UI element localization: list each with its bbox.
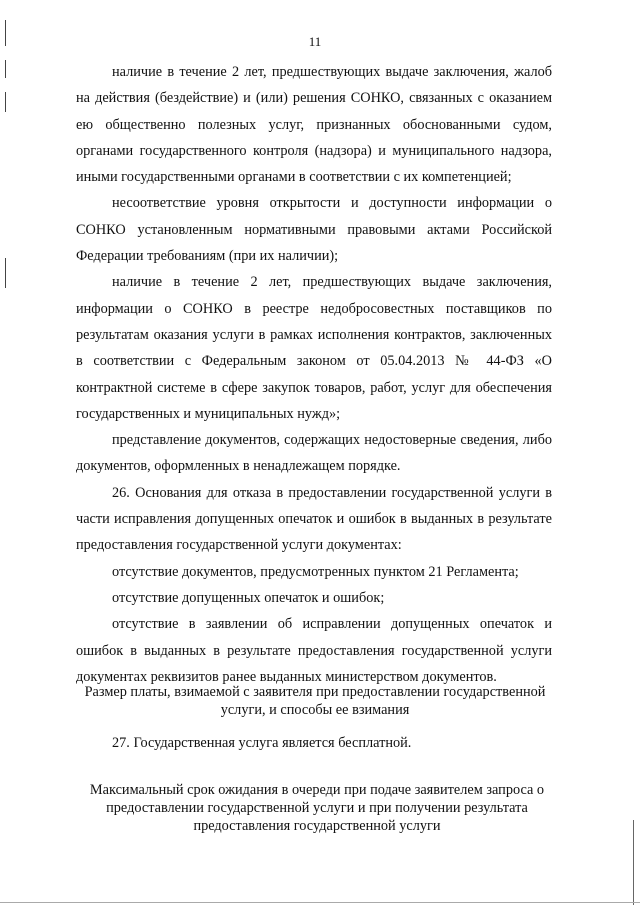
paragraph: отсутствие документов, предусмотренных пунктом 21 Регламента; xyxy=(112,563,519,580)
paragraph: представление документов, содержащих недостоверные сведения, либо документов, оформленных в ненадлежащем порядке. xyxy=(76,432,552,475)
paragraph-26: 26. Основания для отказа в предоставлении государственной услуги в части исправления допущенных опечаток и ошибок в выданных в результате предоставления государственной услуги документах: xyxy=(76,484,552,554)
paragraph: отсутствие в заявлении об исправлении допущенных опечаток и ошибок в выданных в результате предоставления государственной услуги документах реквизитов ранее выданных министерством документов. xyxy=(76,616,552,685)
paragraph-27: 27. Государственная услуга является бесплатной. xyxy=(112,735,412,751)
scan-edge-line xyxy=(633,820,634,905)
scan-edge-line xyxy=(0,902,640,903)
margin-mark xyxy=(5,92,6,112)
section-heading-fee: Размер платы, взимаемой с заявителя при предоставлении государственной услуги, и способы ее взимания xyxy=(84,684,546,718)
paragraph: наличие в течение 2 лет, предшествующих выдаче заключения, жалоб на действия (бездействие) и (или) решения СОНКО, связанных с оказанием ею общественно полезных услуг, признанных обоснованными судом, органами государственного контроля (надзора) и муниципального надзора, иными государственными органами в соответствии с их компетенцией; xyxy=(76,64,552,186)
paragraph: несоответствие уровня открытости и доступности информации о СОНКО установленным нормативными правовыми актами Российской Федерации требованиям (при их наличии); xyxy=(76,195,552,265)
section-heading-wait-time: Максимальный срок ожидания в очереди при подаче заявителем запроса о предоставлении государственной услуги и при получении результата предоставления государственной услуги xyxy=(89,782,545,834)
page-number: 11 xyxy=(308,34,322,49)
margin-mark xyxy=(5,258,6,288)
paragraph: наличие в течение 2 лет, предшествующих выдаче заключения, информации о СОНКО в реестре недобросовестных поставщиков по результатам оказания услуги в рамках исполнения контрактов, заключенных в соответствии с Федеральным законом от 05.04.2013 № 44-ФЗ «О контрактной системе в сфере закупок товаров, работ, услуг для обеспечения государственных и муниципальных нужд»; xyxy=(76,274,552,422)
body-text xyxy=(76,59,552,690)
paragraph: отсутствие допущенных опечаток и ошибок; xyxy=(112,589,385,606)
margin-mark xyxy=(5,60,6,78)
